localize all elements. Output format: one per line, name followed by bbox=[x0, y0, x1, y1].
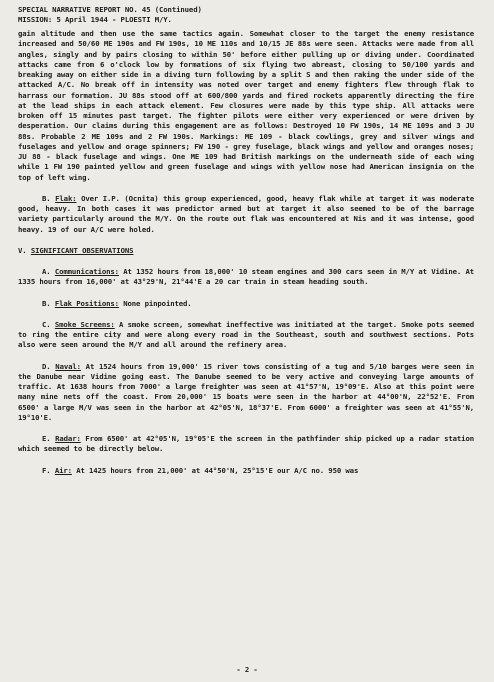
paragraph-fighters: gain altitude and then use the same tactics again. Somewhat closer to the target the enemy resistance increased and 50/60 ME 190s and FW 190s, 10 ME 110s and 10/15 JE 88s were seen. Attacks were made from all angles, singly and by pairs closing to within 50' before either pulling up or diving under. Coordinated attacks came from 6 o'clock low by formations of six flying two abreast, closing to 50/100 yards and breaking away on either side in a diving turn following by a split S and then raking the under side of the attacked A/C. No break off in intensity was noted over target and enemy fighters flew through flak to harrass our formation. JU 88s stood off at 600/800 yards and fired rockets apparently directing the fire at the lead ships in each attack element. Few closures were made by this type ship. All attacks were broken off 15 minutes past target. The fighter pilots were either very experienced or were driven by desperation. Our claims during this engagement are as follows: Destroyed 10 FW 190s, 14 ME 109s and 3 JU 88s. Probable 2 ME 109s and 2 FW 190s. Markings: ME 109 - black cowlings, grey and silver wings and fuselages and yellow and orage spinners; FW 190 - grey fuselage, black wings and yellow and oranges noses; JU 88 - black fuselage and wings. One ME 109 had British markings on the underneath side of each wing while 1 FW 190 painted yellow and green fuselage and wings with yellow nose had American insignia on the top of left wing. bbox=[18, 29, 474, 182]
item-text-communications: At 1352 hours from 18,000' 10 steam engines and 300 cars seen in M/Y at Vidine. At 1335 hours from 16,000' at 43°29'N, 21°44'E a 20 car train in steam heading south. bbox=[18, 267, 474, 287]
item-text-flak-positions: None pinpointed. bbox=[118, 298, 192, 308]
item-text-naval: At 1524 hours from 19,000' 15 river tows consisting of a tug and 5/10 barges were seen in the Danube near Vidine going east. The Danube seemed to be very active and conveying large amounts of traffic. At 1638 hours from 7000' a large freighter was seen at 41°57'N, 19°09'E. Also at this point were many mine nets off the coast. From 20,000' 15 boats were seen in the harbor at 44°00'N, 22°52'E. From 6500' a large M/V was seen in the harbor at 42°05'N, 18°37'E. From 6000' a freighter was seen at 41°55'N, 19°10'E. bbox=[18, 361, 474, 422]
paragraph-air bbox=[18, 466, 474, 476]
report-title: SPECIAL NARRATIVE REPORT NO. 45 (Continued) bbox=[18, 5, 202, 14]
item-heading-communications: Communications: bbox=[54, 267, 119, 276]
section-heading bbox=[18, 246, 474, 256]
item-label: A. bbox=[42, 267, 51, 276]
page-number: - 2 - bbox=[236, 664, 258, 674]
item-label: F. bbox=[42, 465, 51, 475]
paragraph-flak-positions bbox=[18, 299, 474, 309]
item-text-radar: From 6500' at 42°05'N, 19°05'E the screen in the pathfinder ship picked up a radar station which seemed to be directly below. bbox=[18, 434, 474, 454]
item-text-air: At 1425 hours from 21,000' at 44°50'N, 25°15'E our A/C no. 950 was bbox=[71, 465, 359, 475]
paragraph-smoke-screens bbox=[18, 320, 474, 351]
item-label: E. bbox=[42, 434, 51, 443]
paragraph-naval bbox=[18, 362, 474, 424]
item-heading-air: Air: bbox=[54, 465, 72, 475]
item-label: B. bbox=[42, 298, 51, 308]
mission-line: MISSION: 5 April 1944 - PLOESTI M/Y. bbox=[18, 15, 172, 24]
report-header bbox=[18, 5, 474, 25]
item-heading-smoke-screens: Smoke Screens: bbox=[54, 319, 115, 329]
item-heading-flak: Flak: bbox=[55, 193, 77, 203]
paragraph-communications bbox=[18, 267, 474, 288]
paragraph-radar bbox=[18, 434, 474, 455]
item-heading-flak-positions: Flak Positions: bbox=[54, 298, 119, 308]
item-heading-radar: Radar: bbox=[55, 434, 81, 443]
item-heading-naval: Naval: bbox=[55, 361, 81, 371]
item-text-smoke-screens: A smoke screen, somewhat ineffective was initiated at the target. Smoke pots seemed to ring the entire city and were along every road in the Southeast, south and southwest sections. Pots also were seen around the M/Y and all around the refinery area. bbox=[18, 319, 474, 350]
item-label: C. bbox=[42, 319, 51, 329]
paragraph-flak bbox=[18, 194, 474, 235]
item-text-flak: Over I.P. (Ocnita) this group experienced, good, heavy flak while at target it was moderate good, heavy. In both cases it was predictor armed but at target it also seemed to be of the barrage variety particularly around the M/Y. On the route out flak was encountered at Nis and it was intense, good heavy. 19 of our A/C were holed. bbox=[18, 193, 474, 234]
section-number: V. bbox=[18, 245, 27, 255]
section-title: SIGNIFICANT OBSERVATIONS bbox=[30, 245, 134, 255]
item-label: B. bbox=[42, 193, 51, 203]
item-label: D. bbox=[42, 361, 51, 371]
